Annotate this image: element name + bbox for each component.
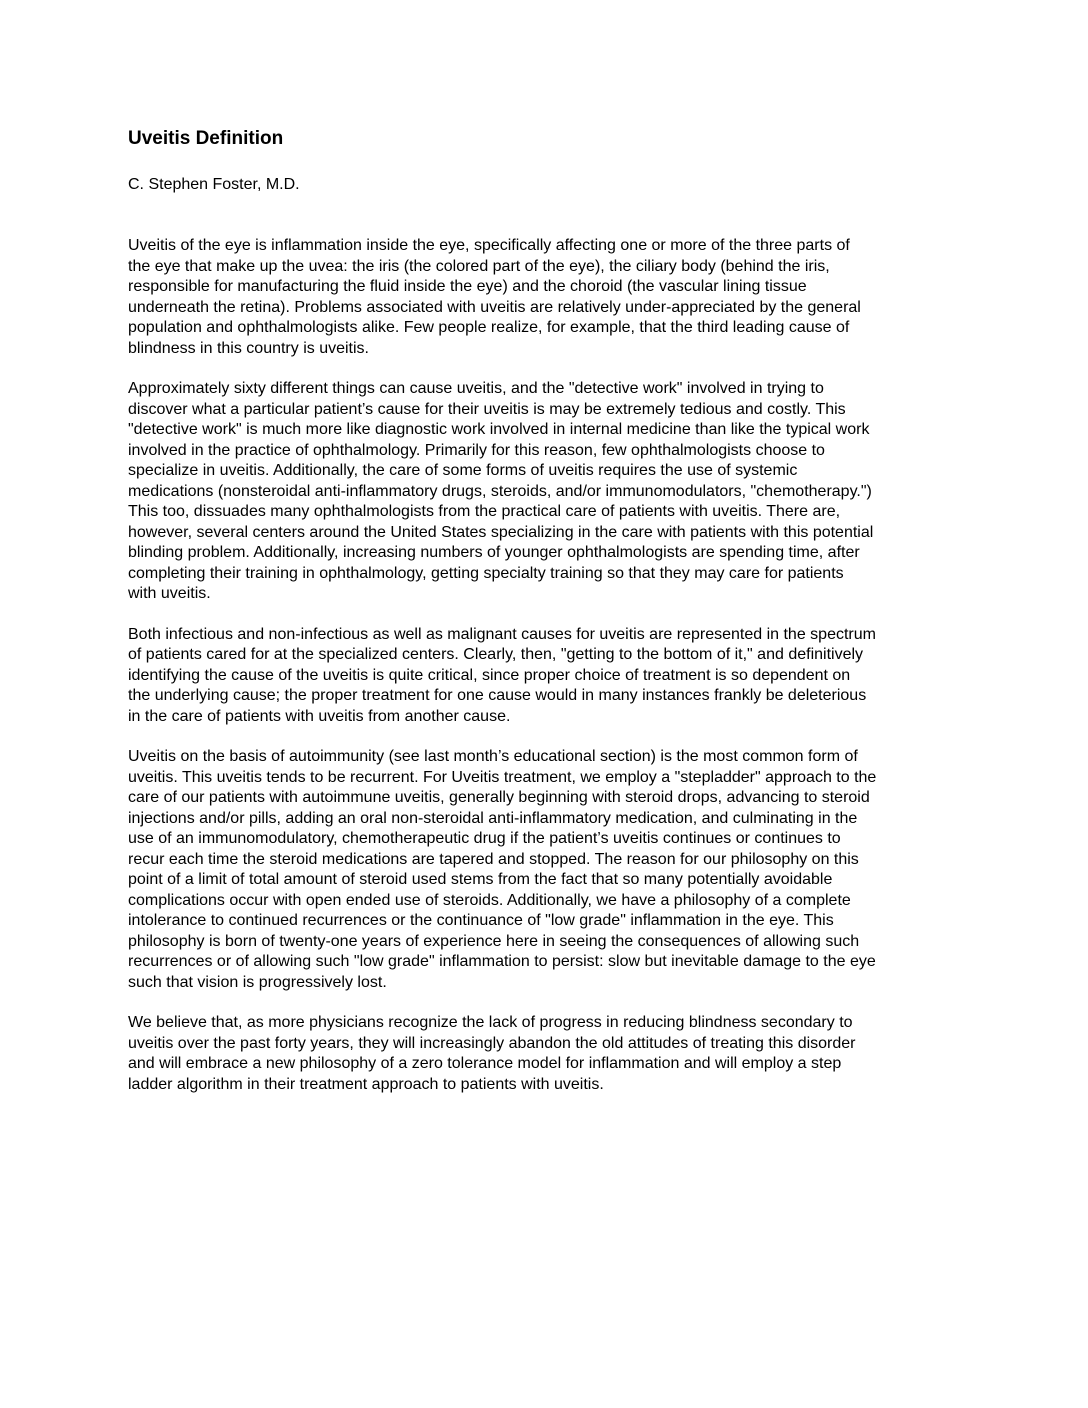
document-body [128, 236, 968, 1095]
document-author: C. Stephen Foster, M.D. [128, 176, 300, 193]
paragraph-4: Uveitis on the basis of autoimmunity (see last month’s educational section) is the most common form of uveitis. This uveitis tends to be recurrent. For Uveitis treatment, we employ a "stepladder" approach to the care of our patients with autoimmune uveitis, generally beginning with steroid drops, advancing to steroid injections and/or pills, adding an oral non-steroidal anti-inflammatory medication, and culminating in the use of an immunomodulatory, chemotherapeutic drug if the patient’s uveitis continues or continues to recur each time the steroid medications are tapered and stopped. The reason for our philosophy on this point of a limit of total amount of steroid used stems from the fact that so many potentially avoidable complications occur with open ended use of steroids. Additionally, we have a philosophy of a complete intolerance to continued recurrences or the continuance of "low grade" inflammation in the eye. This philosophy is born of twenty-one years of experience here in seeing the consequences of allowing such recurrences or of allowing such "low grade" inflammation to persist: slow but inevitable damage to the eye such that vision is progressively lost. [128, 748, 877, 991]
document-page [128, 124, 968, 1115]
paragraph-5: We believe that, as more physicians recognize the lack of progress in reducing blindness secondary to uveitis over the past forty years, they will increasingly abandon the old attitudes of treating this disorder and will embrace a new philosophy of a zero tolerance model for inflammation and will employ a step ladder algorithm in their treatment approach to patients with uveitis. [128, 1014, 856, 1093]
paragraph-2: Approximately sixty different things can cause uveitis, and the "detective work" involved in trying to discover what a particular patient’s cause for their uveitis is may be extremely tedious and costly. This "detective work" is much more like diagnostic work involved in internal medicine than like the typical work involved in the practice of ophthalmology. Primarily for this reason, few ophthalmologists choose to specialize in uveitis. Additionally, the care of some forms of uveitis requires the use of systemic medications (nonsteroidal anti-inflammatory drugs, steroids, and/or immunomodulators, "chemotherapy.") This too, dissuades many ophthalmologists from the practical care of patients with uveitis. There are, however, several centers around the United States specializing in the care with patients with this potential blinding problem. Additionally, increasing numbers of younger ophthalmologists are spending time, after completing their training in ophthalmology, getting specialty training so that they may care for patients with uveitis. [128, 380, 874, 602]
paragraph-3: Both infectious and non-infectious as well as malignant causes for uveitis are represented in the spectrum of patients cared for at the specialized centers. Clearly, then, "getting to the bottom of it," and definitively identifying the cause of the uveitis is quite critical, since proper choice of treatment is so dependent on the underlying cause; the proper treatment for one cause would in many instances frankly be deleterious in the care of patients with uveitis from another cause. [128, 625, 876, 725]
paragraph-1: Uveitis of the eye is inflammation inside the eye, specifically affecting one or more of the three parts of the eye that make up the uvea: the iris (the colored part of the eye), the ciliary body (behind the iris, responsible for manufacturing the fluid inside the eye) and the choroid (the vascular lining tissue underneath the retina). Problems associated with uveitis are relatively under-appreciated by the general population and ophthalmologists alike. Few people realize, for example, that the third leading cause of blindness in this country is uveitis. [128, 237, 861, 357]
document-title: Uveitis Definition [128, 128, 284, 149]
